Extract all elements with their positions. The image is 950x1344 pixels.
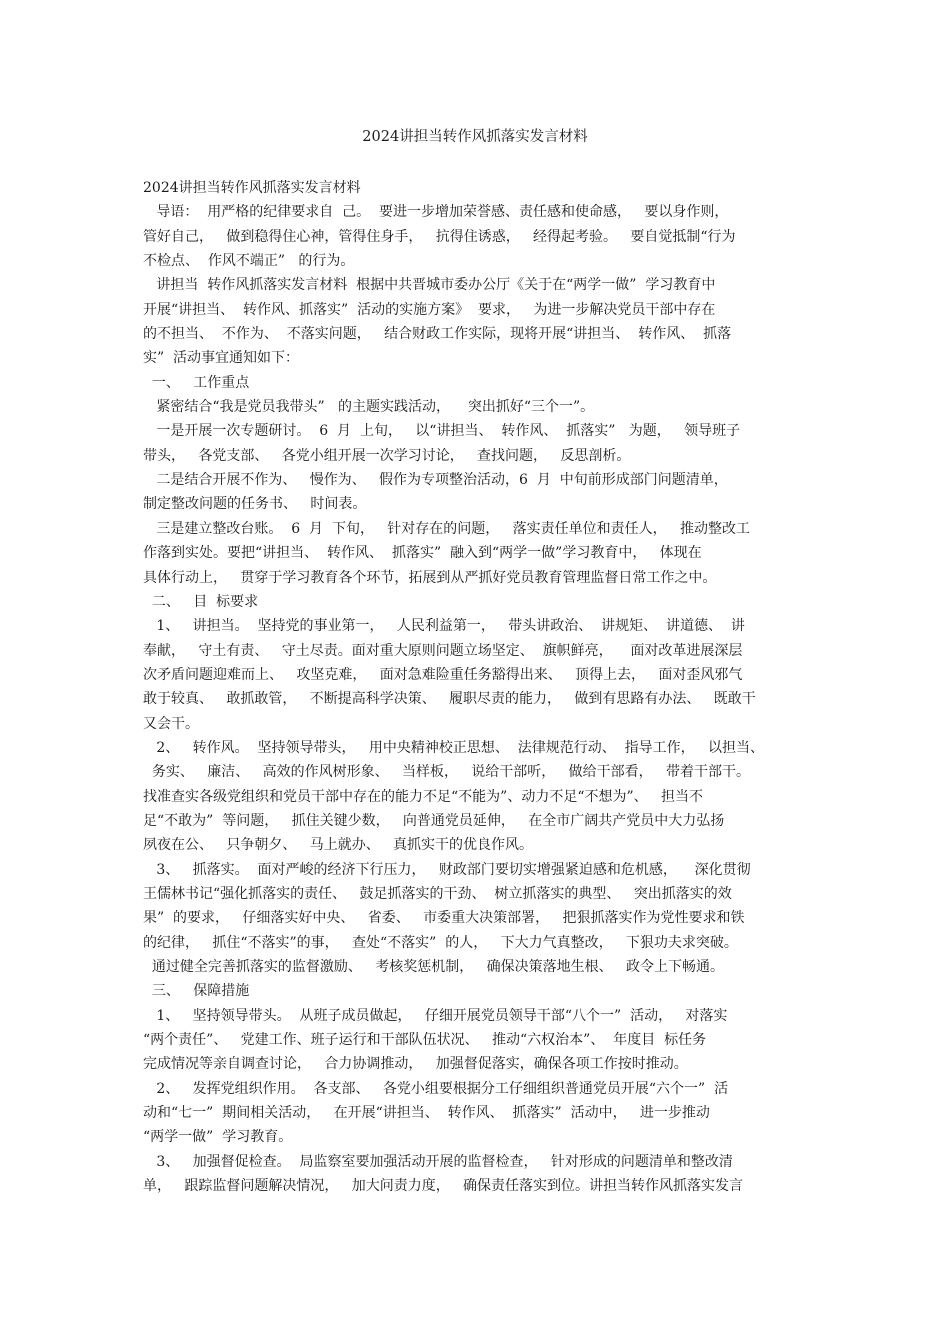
text-line: 不检点、 作风不端正” 的行为。: [143, 253, 355, 270]
text-line: 2、 发挥党组织作用。 各支部、 各党小组要根据分工仔细组织普通党员开展“六个一” 活: [143, 1080, 729, 1097]
document-title: 2024讲担当转作风抓落实发言材料: [362, 129, 588, 145]
text-line: 三、 保障措施: [143, 983, 250, 1000]
text-line: 实” 活动事宜通知如下：: [143, 350, 300, 367]
text-line: 务实、 廉洁、 高效的作风树形象、 当样板， 说给干部听， 做给干部看， 带着干部干。: [143, 764, 751, 781]
text-line: 具体行动上， 贯穿于学习教育各个环节，拓展到从严抓好党员教育管理监督日常工作之中。: [143, 569, 717, 586]
text-line: “两个责任”、 党建工作、班子运行和干部队伍状况、 推动“六权治本”、 年度目 标任务: [143, 1032, 707, 1049]
text-line: 带头， 各党支部、 各党小组开展一次学习讨论， 查找问题， 反思剖析。: [143, 447, 631, 464]
text-line: 动和“七一” 期间相关活动， 在开展“讲担当、 转作风、 抓落实” 活动中， 进一步推动: [143, 1105, 710, 1122]
text-line: 管好自己， 做到稳得住心神，管得住身手， 抗得住诱惑， 经得起考验。 要自觉抵制“行为: [143, 228, 736, 245]
text-line: 次矛盾问题迎难而上、 攻坚克难， 面对急难险重任务豁得出来、 顶得上去， 面对歪风邪气: [143, 666, 743, 683]
text-line: 王儒林书记“强化抓落实的责任、 鼓足抓落实的干劲、 树立抓落实的典型、 突出抓落实的效: [143, 885, 732, 902]
text-line: 3、 抓落实。 面对严峻的经济下行压力， 财政部门要切实增强紧迫感和危机感， 深化贯彻: [143, 861, 751, 878]
text-line: 一、 工作重点: [143, 374, 250, 391]
text-line: 的不担当、 不作为、 不落实问题， 结合财政工作实际，现将开展“讲担当、 转作风、 抓落: [143, 326, 732, 343]
text-line: 作落到实处。要把“讲担当、 转作风、 抓落实” 融入到“两学一做”学习教育中， 体现在: [143, 545, 702, 562]
text-line: 敢于较真、 敢抓敢管， 不断提高科学决策、 履职尽责的能力， 做到有思路有办法、 既敢干: [143, 691, 756, 708]
text-line: 果” 的要求， 仔细落实好中央、 省委、 市委重大决策部署， 把狠抓落实作为党性要求和铁: [143, 910, 745, 927]
text-line: 1、 讲担当。 坚持党的事业第一， 人民利益第一， 带头讲政治、 讲规矩、 讲道德、 讲: [143, 618, 745, 635]
text-line: 三是建立整改台账。 6 月 下旬， 针对存在的问题， 落实责任单位和责任人， 推动整改工: [143, 520, 751, 537]
text-line: 讲担当 转作风抓落实发言材料 根据中共晋城市委办公厅《关于在“两学一做” 学习教育中: [143, 277, 716, 294]
text-line: 二、 目 标要求: [143, 593, 259, 610]
text-line: 开展“讲担当、 转作风、抓落实” 活动的实施方案》 要求， 为进一步解决党员干部中存在: [143, 301, 716, 318]
text-line: 制定整改问题的任务书、 时间表。: [143, 496, 367, 513]
document-body: [143, 176, 823, 1198]
text-line: 一是开展一次专题研讨。 6 月 上旬， 以“讲担当、 转作风、 抓落实” 为题， 领导班子: [143, 423, 741, 440]
text-line: 找准查实各级党组织和党员干部中存在的能力不足“不能为”、动力不足“不想为”、 担当不: [143, 788, 703, 805]
text-line: 单， 跟踪监督问题解决情况， 加大问责力度， 确保责任落实到位。讲担当转作风抓落实发言: [143, 1178, 744, 1195]
text-line: 又会干。: [143, 715, 199, 732]
text-line: 二是结合开展不作为、 慢作为、 假作为专项整治活动，6 月 中旬前形成部门问题清单，: [143, 472, 728, 489]
text-line: 导语： 用严格的纪律要求自 己。 要进一步增加荣誉感、责任感和使命感， 要以身作则，: [143, 204, 729, 221]
text-line: 完成情况等亲自调查讨论， 合力协调推动， 加强督促落实，确保各项工作按时推动。: [143, 1056, 688, 1073]
text-line: 1、 坚持领导带头。 从班子成员做起， 仔细开展党员领导干部“八个一” 活动， 对落实: [143, 1007, 728, 1024]
text-line: 的纪律， 抓住“不落实”的事， 查处“不落实” 的人， 下大力气真整改， 下狠功夫求突破。: [143, 934, 738, 951]
text-line: “两学一做” 学习教育。: [143, 1129, 293, 1146]
text-line: 3、 加强督促检查。 局监察室要加强活动开展的监督检查， 针对形成的问题清单和整改清: [143, 1153, 733, 1170]
text-line: 夙夜在公、 只争朝夕、 马上就办、 真抓实干的优良作风。: [143, 837, 534, 854]
text-line: 通过健全完善抓落实的监督激励、 考核奖惩机制， 确保决策落地生根、 政令上下畅通。: [143, 959, 724, 975]
text-line: 2、 转作风。 坚持领导带头， 用中央精神校正思想、 法律规范行动、 指导工作， 以担当、: [143, 739, 765, 756]
text-line: 紧密结合“我是党员我带头” 的主题实践活动， 突出抓好“三个一”。: [143, 399, 595, 416]
text-line: 奉献， 守土有责、 守土尽责。面对重大原则问题立场坚定、 旗帜鲜亮， 面对改革进展深层: [143, 642, 743, 659]
text-line: 2024讲担当转作风抓落实发言材料: [143, 180, 361, 196]
text-line: 足“不敢为” 等问题， 抓住关键少数， 向普通党员延伸， 在全市广阔共产党员中大力弘扬: [143, 812, 725, 829]
